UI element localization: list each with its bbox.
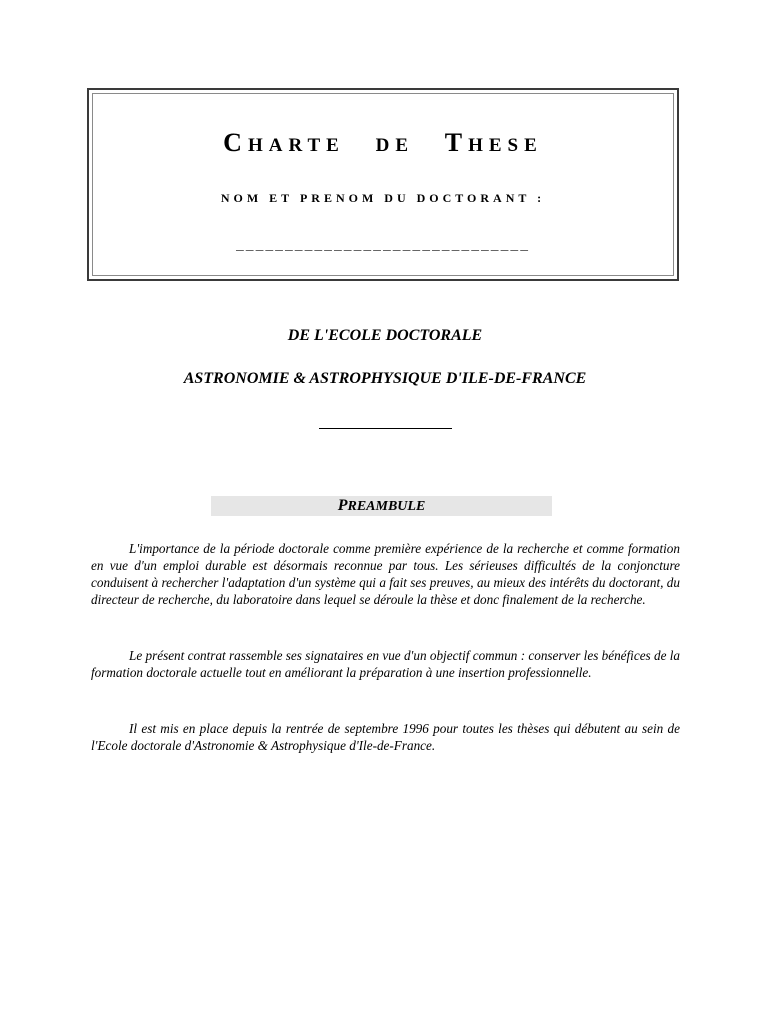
heading-separator (319, 428, 452, 429)
preambule-heading: PREAMBULE (211, 496, 552, 516)
title-word-1: CHARTE (223, 128, 345, 157)
school-heading-line-1: DE L'ECOLE DOCTORALE (287, 327, 483, 344)
title-box (87, 88, 679, 281)
doctorant-name-label: NOM ET PRENOM DU DOCTORANT : (220, 191, 546, 205)
title-word-3: THESE (444, 128, 543, 157)
document-title (89, 128, 677, 158)
doctorant-name-blank-line: ______________________________ (235, 238, 531, 253)
preambule-paragraph-2: Le présent contrat rassemble ses signataires en vue d'un objectif commun : conserver les bénéfices de la formation doctorale actuelle tout en améliorant la préparation à une insertion professionnelle. (91, 648, 680, 680)
title-word-2: DE (375, 135, 415, 156)
preambule-paragraph-1: L'importance de la période doctorale comme première expérience de la recherche et comme formation en vue d'un emploi durable est désormais reconnue par tous. Les sérieuses difficultés de la conjoncture conduisent à rechercher l'adaptation d'un système qui a fait ses preuves, au mieux des intérêts du doctorant, du directeur de recherche, du laboratoire dans lequel se déroule la thèse et donc finalement de la recherche. (91, 541, 680, 607)
preambule-paragraph-3: Il est mis en place depuis la rentrée de septembre 1996 pour toutes les thèses qui débutent au sein de l'Ecole doctorale d'Astronomie & Astrophysique d'Ile-de-France. (91, 721, 680, 753)
school-heading-line-2: ASTRONOMIE & ASTROPHYSIQUE D'ILE-DE-FRANCE (183, 370, 587, 387)
